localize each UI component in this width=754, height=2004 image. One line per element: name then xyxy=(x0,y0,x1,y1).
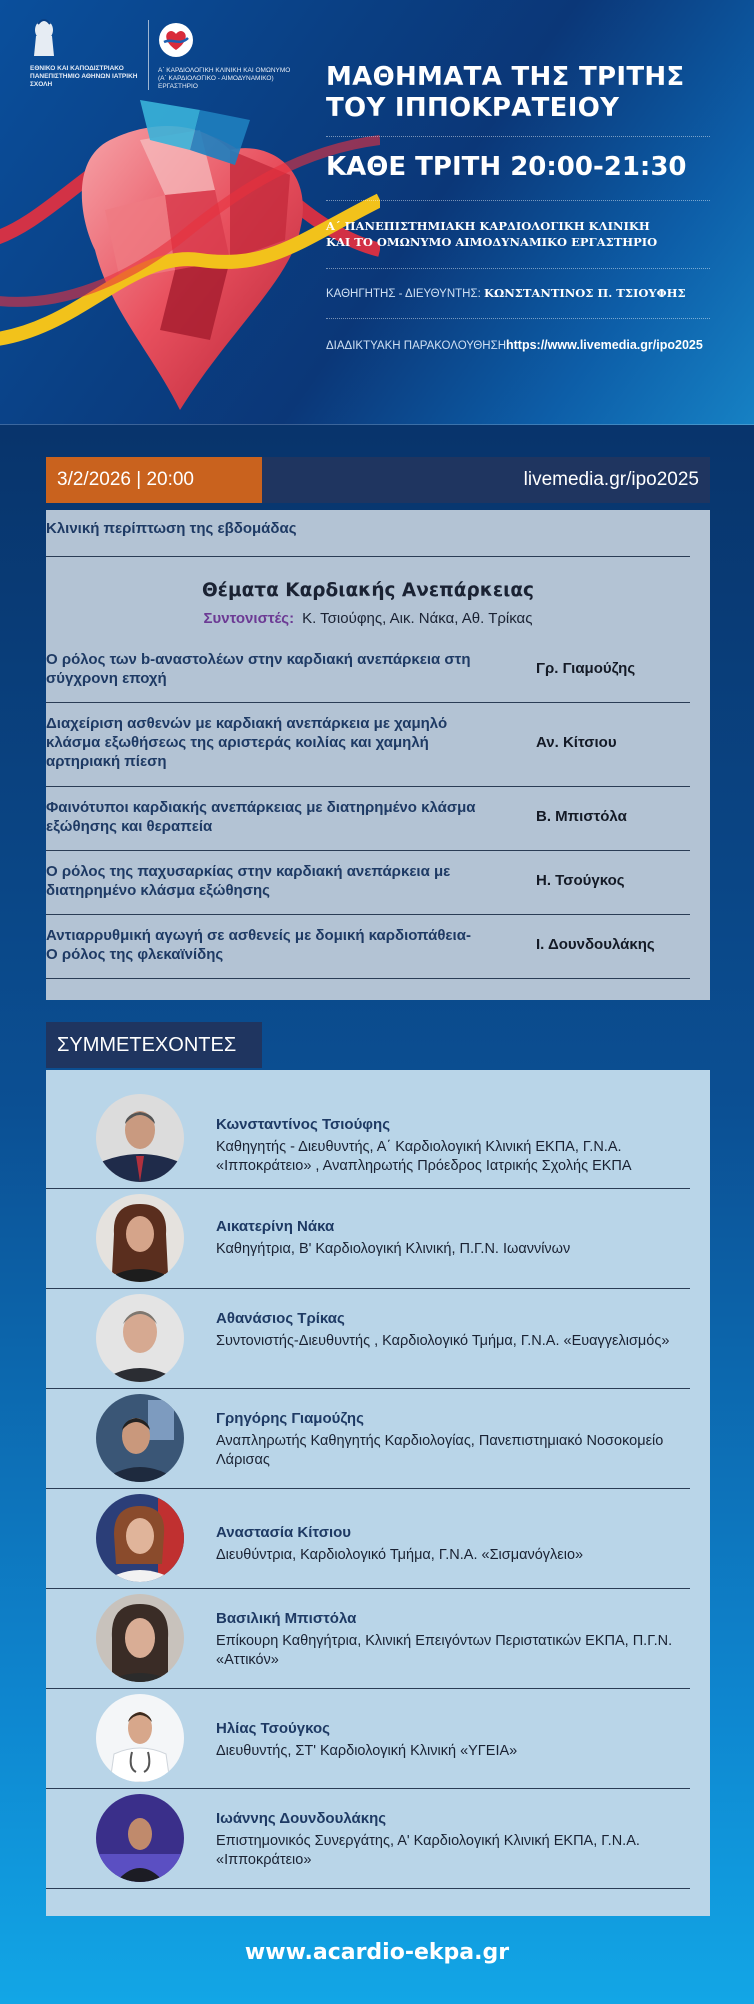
stream-label: ΔΙΑΔΙΚΤΥΑΚΗ ΠΑΡΑΚΟΛΟΥΘΗΣΗ xyxy=(326,340,506,352)
banner-clinic-line1: Α΄ ΠΑΝΕΠΙΣΤΗΜΙΑΚΗ ΚΑΡΔΙΟΛΟΓΙΚΗ ΚΛΙΝΙΚΗ xyxy=(326,219,650,233)
participant-role: Καθηγητής - Διευθυντής, Α΄ Καρδιολογική Κλινική ΕΚΠΑ, Γ.Ν.Α. «Ιπποκράτειο» , Αναπληρωτής Πρόεδρος Ιατρικής Σχολής ΕΚΠΑ xyxy=(216,1139,632,1174)
participant-role: Καθηγήτρια, Β' Καρδιολογική Κλινική, Π.Γ.Ν. Ιωαννίνων xyxy=(216,1241,571,1257)
participant-divider xyxy=(46,1888,690,1889)
participant-name: Αικατερίνη Νάκα xyxy=(216,1218,335,1235)
participant-divider xyxy=(46,1488,690,1489)
participant-name: Κωνσταντίνος Τσιούφης xyxy=(216,1116,391,1133)
banner-title-line1: ΜΑΘΗΜΑΤΑ ΤΗΣ ΤΡΙΤΗΣ xyxy=(326,62,685,92)
coordinators xyxy=(46,610,690,627)
clinic-logo xyxy=(158,22,298,91)
program-divider xyxy=(46,914,690,915)
coordinators-label: Συντονιστές: xyxy=(203,610,295,627)
banner-stream xyxy=(326,338,746,352)
director-label: ΚΑΘΗΓΗΤΗΣ - ΔΙΕΥΘΥΝΤΗΣ: xyxy=(326,288,484,300)
program-divider xyxy=(46,978,690,979)
talk-speaker: Γρ. Γιαμούζης xyxy=(536,660,636,677)
participant-name: Ιωάννης Δουνδουλάκης xyxy=(216,1810,387,1827)
director-name: ΚΩΝΣΤΑΝΤΙΝΟΣ Π. ΤΣΙΟΥΦΗΣ xyxy=(483,286,686,300)
footer-website-link[interactable]: www.acardio-ekpa.gr xyxy=(244,1940,510,1965)
header-banner xyxy=(0,0,754,425)
banner-divider xyxy=(326,268,710,269)
participant-divider xyxy=(46,1188,690,1189)
university-logo xyxy=(30,18,160,89)
talk-title: Ο ρόλος των b-αναστολέων στην καρδιακή ανεπάρκεια στη σύγχρονη εποχή xyxy=(46,651,471,687)
participant-divider xyxy=(46,1288,690,1289)
session-link[interactable]: livemedia.gr/ipo2025 xyxy=(523,469,699,490)
banner-clinic-line2: ΚΑΙ ΤΟ ΟΜΩΝΥΜΟ ΑΙΜΟΔΥΝΑΜΙΚΟ ΕΡΓΑΣΤΗΡΙΟ xyxy=(326,235,658,249)
talk-title: Διαχείριση ασθενών με καρδιακή ανεπάρκεια με χαμηλό κλάσμα εξωθήσεως της αριστεράς κοιλίας και χαμηλή αρτηριακή πίεση xyxy=(46,715,448,770)
participant-name: Αθανάσιος Τρίκας xyxy=(216,1310,345,1327)
talk-speaker: Αν. Κίτσιου xyxy=(536,734,617,751)
participants-panel xyxy=(46,1070,710,1916)
participant-name: Αναστασία Κίτσιου xyxy=(216,1524,352,1541)
talk-title: Ο ρόλος της παχυσαρκίας στην καρδιακή ανεπάρκεια με διατηρημένο κλάσμα εξώθησης xyxy=(46,863,451,899)
participant-divider xyxy=(46,1588,690,1589)
program-divider xyxy=(46,786,690,787)
talk-speaker: Β. Μπιστόλα xyxy=(536,808,627,825)
banner-divider xyxy=(326,318,710,319)
banner-title-line2: ΤΟΥ ΙΠΠΟΚΡΑΤΕΙΟΥ xyxy=(326,93,620,123)
university-logo-text: ΕΘΝΙΚΟ ΚΑΙ ΚΑΠΟΔΙΣΤΡΙΑΚΟ ΠΑΝΕΠΙΣΤΗΜΙΟ ΑΘΗΝΩΝ ΙΑΤΡΙΚΗ ΣΧΟΛΗ xyxy=(30,65,138,88)
heart-illustration xyxy=(0,80,380,425)
clinic-logo-text: Α΄ ΚΑΡΔΙΟΛΟΓΙΚΗ ΚΛΙΝΙΚΗ ΚΑΙ ΟΜΩΝΥΜΟ (Α΄ ΚΑΡΔΙΟΛΟΓΙΚΟ - ΑΙΜΟΔΥΝΑΜΙΚΟ) ΕΡΓΑΣΤΗΡΙΟ xyxy=(158,67,291,90)
stream-link[interactable]: https://www.livemedia.gr/ipo2025 xyxy=(506,338,703,352)
participant-role: Διευθύντρια, Καρδιολογικό Τμήμα, Γ.Ν.Α. «Σισμανόγλειο» xyxy=(216,1547,584,1563)
athena-seal-icon xyxy=(30,18,58,58)
case-of-week-label: Κλινική περίπτωση της εβδομάδας xyxy=(46,520,297,537)
session-header-bar xyxy=(46,457,710,503)
logo-divider xyxy=(148,20,149,90)
participant-photo xyxy=(96,1594,184,1682)
talk-title: Φαινότυποι καρδιακής ανεπάρκειας με διατηρημένο κλάσμα εξώθησης και θεραπεία xyxy=(46,799,476,835)
participant-photo xyxy=(96,1494,184,1582)
participant-name: Βασιλική Μπιστόλα xyxy=(216,1610,357,1627)
participant-photo xyxy=(96,1094,184,1182)
talk-title: Αντιαρρυθμική αγωγή σε ασθενείς με δομική καρδιοπάθεια- Ο ρόλος της φλεκαϊνίδης xyxy=(46,927,471,963)
heart-logo-icon xyxy=(158,22,194,58)
participant-role: Επιστημονικός Συνεργάτης, Α' Καρδιολογική Κλινική ΕΚΠΑ, Γ.Ν.Α. «Ιπποκράτειο» xyxy=(216,1833,640,1868)
participant-divider xyxy=(46,1788,690,1789)
participant-role: Συντονιστής-Διευθυντής , Καρδιολογικό Τμήμα, Γ.Ν.Α. «Ευαγγελισμός» xyxy=(216,1333,670,1349)
participants-heading: ΣΥΜΜΕΤΕΧΟΝΤΕΣ xyxy=(46,1022,262,1068)
participant-role: Αναπληρωτής Καθηγητής Καρδιολογίας, Πανεπιστημιακό Νοσοκομείο Λάρισας xyxy=(216,1433,664,1468)
program-divider xyxy=(46,702,690,703)
banner-divider xyxy=(326,136,710,137)
talk-speaker: Ι. Δουνδουλάκης xyxy=(536,936,655,953)
participant-photo xyxy=(96,1194,184,1282)
program-panel xyxy=(46,510,710,1000)
session-title: Θέματα Καρδιακής Ανεπάρκειας xyxy=(201,580,535,601)
participant-name: Ηλίας Τσούγκος xyxy=(216,1720,330,1737)
participant-role: Διευθυντής, ΣΤ' Καρδιολογική Κλινική «ΥΓΕΙΑ» xyxy=(216,1743,518,1759)
participant-role: Επίκουρη Καθηγήτρια, Κλινική Επειγόντων Περιστατικών ΕΚΠΑ, Π.Γ.Ν. «Αττικόν» xyxy=(216,1633,673,1668)
banner-divider xyxy=(326,200,710,201)
participant-photo xyxy=(96,1394,184,1482)
talk-speaker: Η. Τσούγκος xyxy=(536,872,625,889)
banner-schedule: ΚΑΘΕ ΤΡΙΤΗ 20:00-21:30 xyxy=(326,152,687,182)
participant-name: Γρηγόρης Γιαμούζης xyxy=(216,1410,364,1427)
banner-director xyxy=(326,286,726,300)
program-divider xyxy=(46,850,690,851)
participant-divider xyxy=(46,1688,690,1689)
participant-photo xyxy=(96,1694,184,1782)
banner-title xyxy=(326,62,726,124)
participant-divider xyxy=(46,1388,690,1389)
participant-photo xyxy=(96,1294,184,1382)
coordinators-names: Κ. Τσιούφης, Αικ. Νάκα, Αθ. Τρίκας xyxy=(302,610,533,627)
participant-photo xyxy=(96,1794,184,1882)
session-date: 3/2/2026 | 20:00 xyxy=(46,457,262,503)
banner-clinic xyxy=(326,218,726,250)
program-divider xyxy=(46,556,690,557)
